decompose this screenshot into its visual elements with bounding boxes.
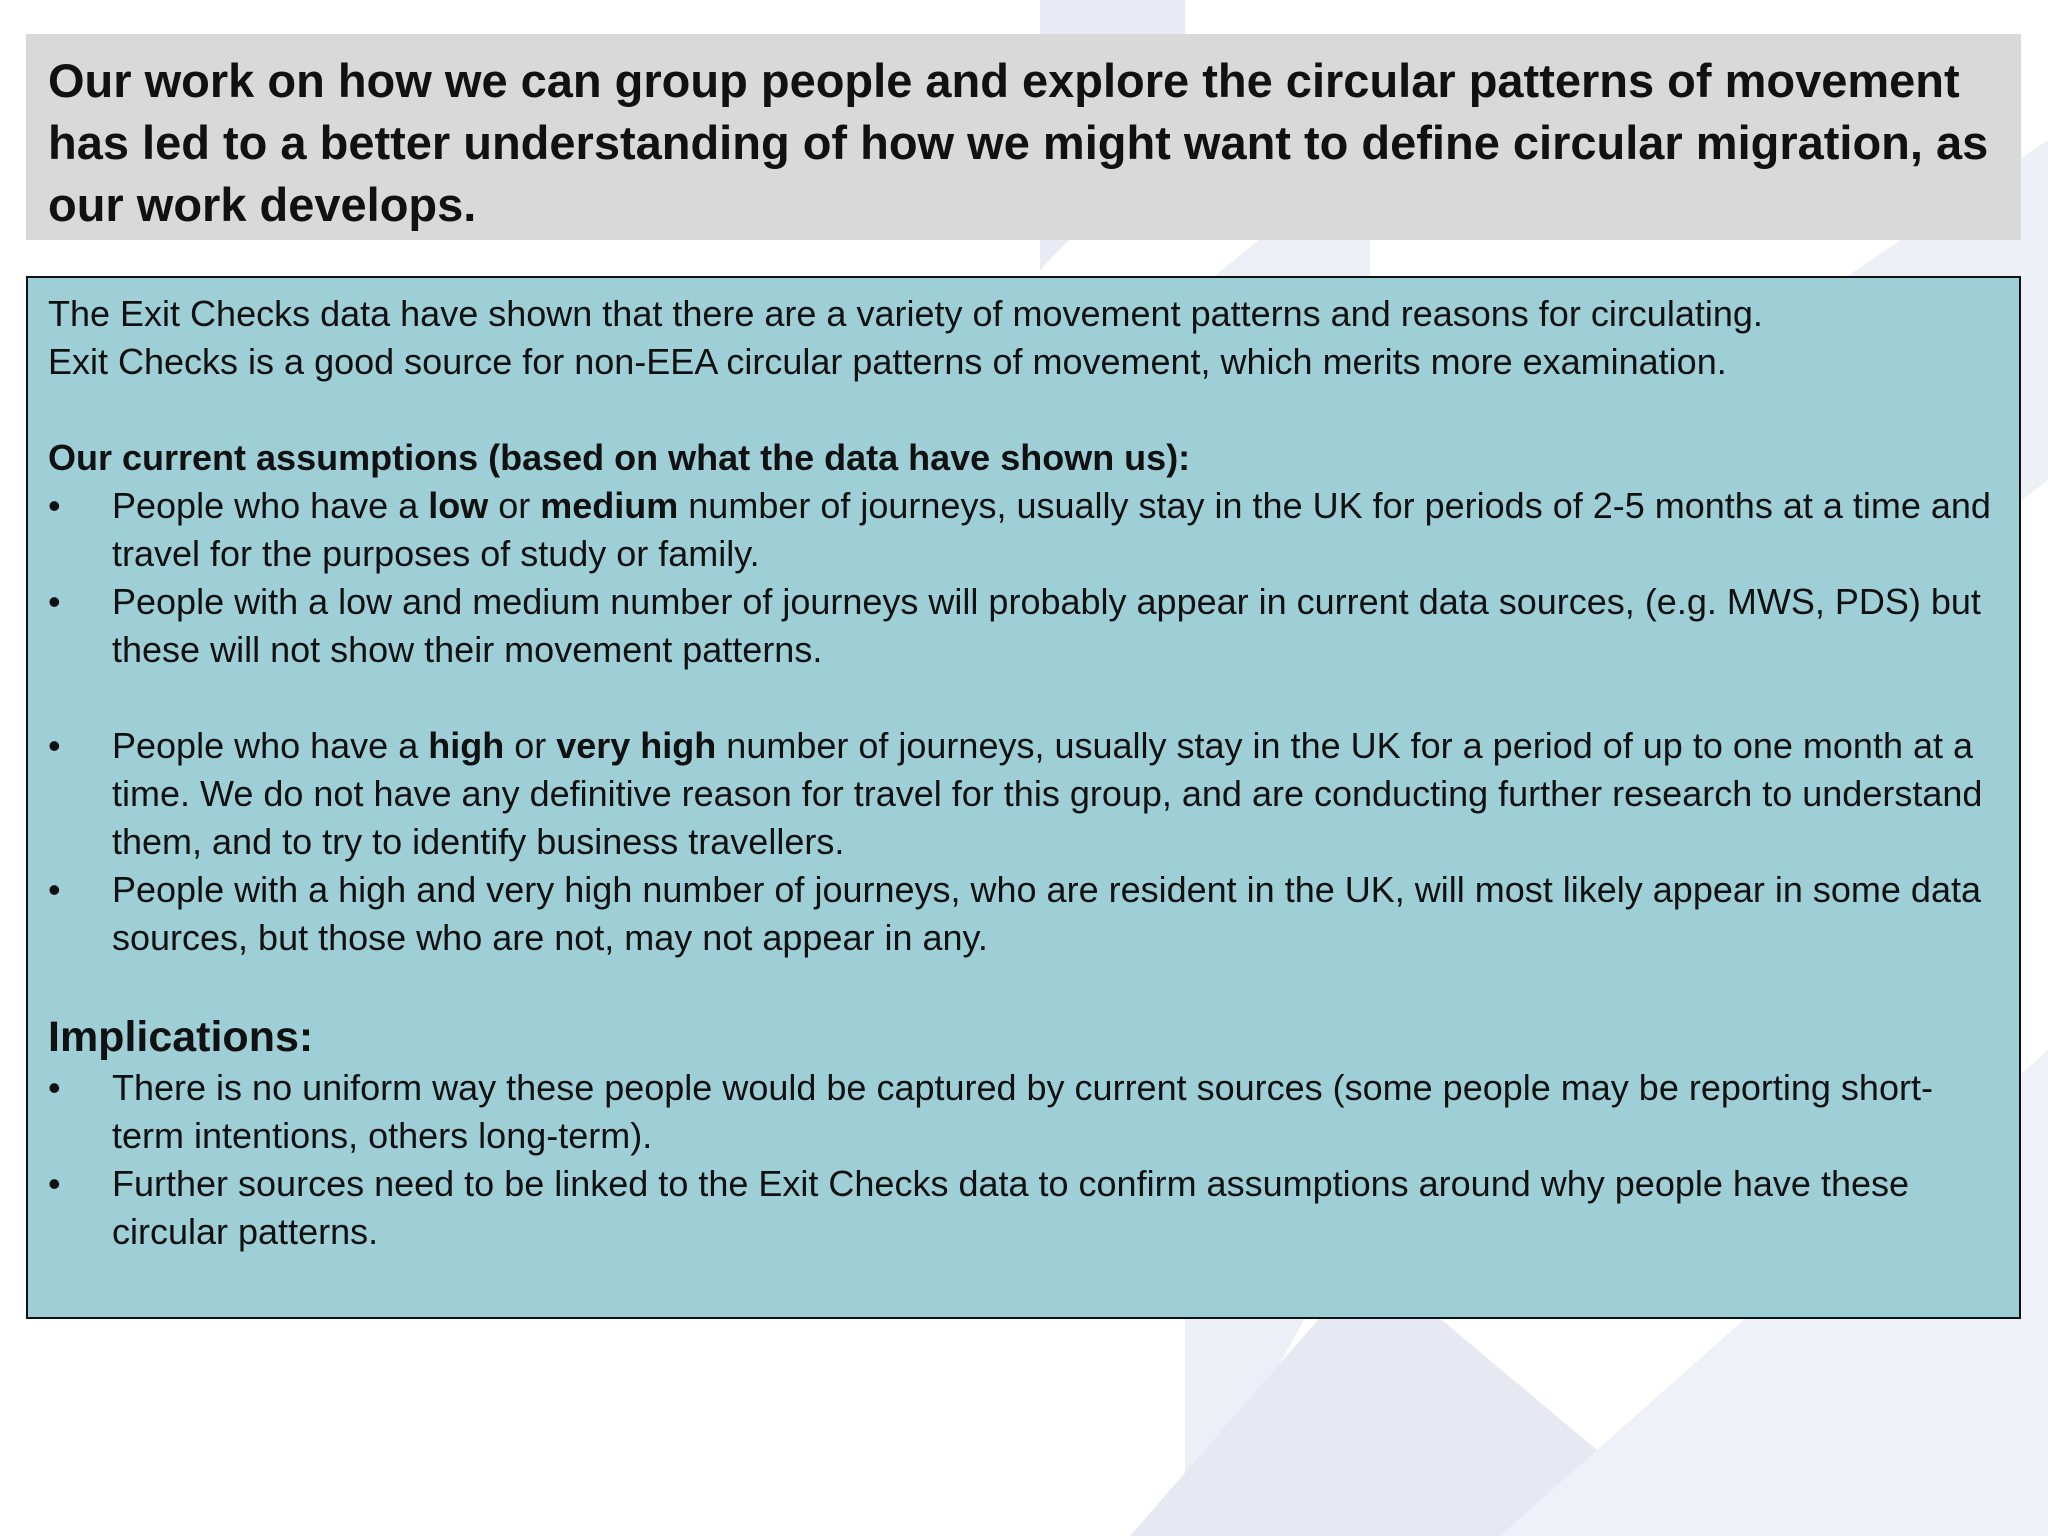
- emphasis-low: low: [428, 485, 489, 526]
- title-banner: [26, 34, 2021, 240]
- implications-heading: Implications:: [48, 1013, 314, 1061]
- bullet-icon: •: [48, 869, 61, 910]
- list-item: • People who have a low or medium number of journeys, usually stay in the UK for periods of 2-5 months at a time and travel for the purposes of study or family.: [48, 482, 1999, 578]
- assumptions-list-high: [48, 722, 1999, 962]
- list-item: • People with a low and medium number of journeys will probably appear in current data sources, (e.g. MWS, PDS) but these will not show their movement patterns.: [48, 578, 1999, 674]
- assumptions-heading: Our current assumptions (based on what the data have shown us):: [48, 437, 1191, 478]
- emphasis-very-high: very high: [556, 725, 717, 766]
- emphasis-medium: medium: [540, 485, 679, 526]
- bullet-icon: •: [48, 581, 61, 622]
- emphasis-high: high: [428, 725, 505, 766]
- bullet-icon: •: [48, 485, 61, 526]
- list-item: • People with a high and very high number of journeys, who are resident in the UK, will most likely appear in some data sources, but those who are not, may not appear in any.: [48, 866, 1999, 962]
- intro-line-1: The Exit Checks data have shown that there are a variety of movement patterns and reasons for circulating.: [48, 293, 1763, 334]
- bullet-icon: •: [48, 1067, 61, 1108]
- assumptions-list-low-medium: [48, 482, 1999, 674]
- implications-list: [48, 1064, 1999, 1256]
- bullet-icon: •: [48, 1163, 61, 1204]
- list-item: • Further sources need to be linked to the Exit Checks data to confirm assumptions around why people have these circular patterns.: [48, 1160, 1999, 1256]
- intro-line-2: Exit Checks is a good source for non-EEA circular patterns of movement, which merits more examination.: [48, 341, 1727, 382]
- content-panel: [26, 276, 2021, 1319]
- list-item: • There is no uniform way these people would be captured by current sources (some people may be reporting short-term intentions, others long-term).: [48, 1064, 1999, 1160]
- page-title: Our work on how we can group people and explore the circular patterns of movement has led to a better understanding of how we might want to define circular migration, as our work develops.: [48, 54, 1989, 231]
- list-item: • People who have a high or very high number of journeys, usually stay in the UK for a period of up to one month at a time. We do not have any definitive reason for travel for this group, and are conducting further research to understand them, and to try to identify business travellers.: [48, 722, 1999, 866]
- bullet-icon: •: [48, 725, 61, 766]
